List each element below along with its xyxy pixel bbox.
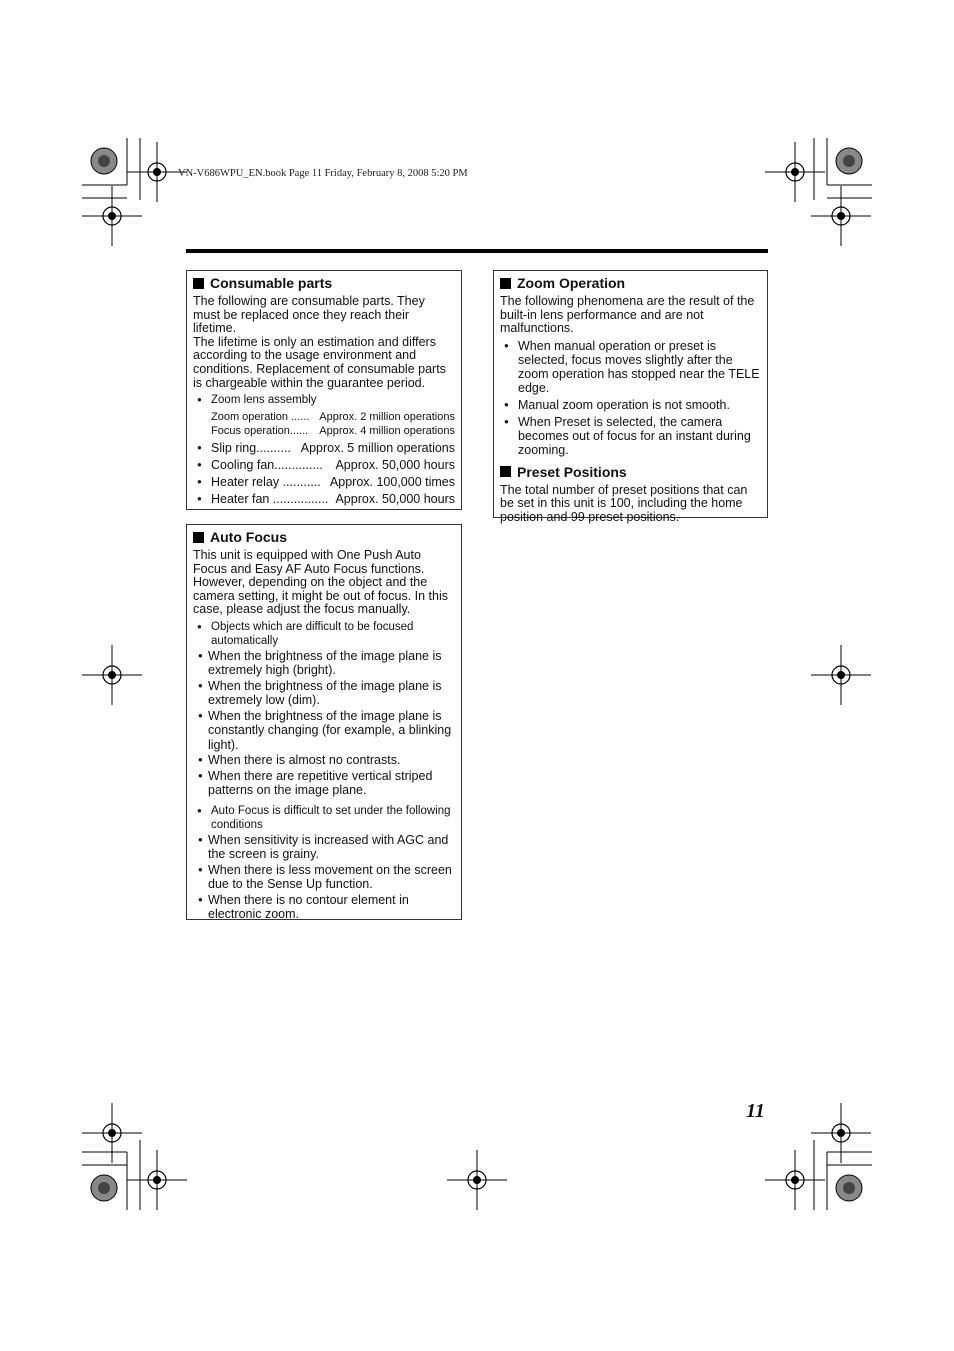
zoom-paragraph: The following phenomena are the result of the built-in lens performance and are not malfunctions. — [500, 294, 755, 336]
consumable-parts-title: Consumable parts — [210, 275, 333, 291]
preset-paragraph: The total number of preset positions that can be set in this unit is 100, including the home position and 99 preset positions. — [500, 482, 748, 524]
list-item — [193, 458, 455, 472]
spec-name: Zoom operation ...... — [211, 411, 310, 424]
consumable-parts-heading — [193, 274, 455, 292]
item-name: ● Heater relay ........... — [211, 475, 321, 490]
spec-row — [211, 410, 455, 424]
auto-focus-box — [186, 524, 462, 920]
sub-list-item: ● When there is no contour element in electronic zoom. — [198, 893, 455, 922]
item-value: Approx. 50,000 hours — [335, 458, 455, 473]
consumable-paragraph-2: The lifetime is only an estimation and differs according to the usage environment and conditions. Replacement of consumable parts is chargeable within the guarantee period. — [193, 334, 446, 390]
square-bullet-icon — [193, 278, 204, 289]
list-item — [193, 492, 455, 506]
consumable-list — [193, 393, 455, 506]
item-value: Approx. 5 million operations — [300, 441, 455, 456]
list-item: ● When Preset is selected, the camera becomes out of focus for an instant during zooming. — [500, 415, 761, 457]
auto-focus-list — [193, 620, 455, 922]
list-item-objects — [193, 620, 455, 798]
sub-list-item: ● When the brightness of the image plane is extremely high (bright). — [198, 649, 455, 678]
consumable-parts-box — [186, 270, 462, 510]
item-name: ● Slip ring.......... — [211, 441, 291, 456]
auto-focus-heading — [193, 528, 455, 546]
sub-list-item: ● When the brightness of the image plane is extremely low (dim). — [198, 679, 455, 708]
item-value: Approx. 50,000 hours — [335, 492, 455, 507]
page-number: 11 — [746, 1100, 765, 1122]
list-item-zoom-lens — [193, 393, 455, 438]
sub-list-item: ● When there is almost no contrasts. — [198, 753, 455, 768]
sub-list — [198, 833, 455, 922]
zoom-operation-title: Zoom Operation — [517, 275, 626, 291]
sub-list-item: ● When there are repetitive vertical striped patterns on the image plane. — [198, 769, 455, 798]
zoom-preset-box — [493, 270, 768, 524]
consumable-paragraph-1: The following are consumable parts. They must be replaced once they reach their lifetime. — [193, 294, 425, 336]
auto-focus-paragraph: This unit is equipped with One Push Auto Focus and Easy AF Auto Focus functions. However, depending on the object and the camera setting, it might be out of focus. In this case, please adjust the focus manually. — [193, 548, 448, 617]
list-item-conditions — [193, 804, 455, 922]
square-bullet-icon — [500, 466, 511, 477]
group-label: ● Auto Focus is difficult to set under the following conditions — [211, 804, 451, 831]
zoom-lens-ops — [211, 410, 455, 438]
sub-list-item: ● When the brightness of the image plane is constantly changing (for example, a blinking light). — [198, 709, 455, 753]
square-bullet-icon — [193, 532, 204, 543]
preset-positions-heading — [500, 463, 761, 481]
sub-list — [198, 649, 455, 798]
spec-row — [211, 424, 455, 438]
list-item: ● When manual operation or preset is selected, focus moves slightly after the zoom operation has stopped near the TELE edge. — [500, 339, 761, 395]
preset-positions-title: Preset Positions — [517, 463, 627, 480]
spec-name: Focus operation...... — [211, 425, 309, 438]
spec-value: Approx. 2 million operations — [319, 411, 455, 424]
print-header: VN-V686WPU_EN.book Page 11 Friday, February 8, 2008 5:20 PM — [178, 168, 468, 179]
zoom-list — [500, 339, 761, 457]
zoom-lens-label: ● Zoom lens assembly — [211, 394, 317, 407]
sub-list-item: ● When sensitivity is increased with AGC and the screen is grainy. — [198, 833, 455, 862]
item-value: Approx. 100,000 times — [329, 475, 455, 490]
item-name: ● Heater fan ................ — [211, 492, 329, 507]
item-name: ● Cooling fan.............. — [211, 458, 323, 473]
square-bullet-icon — [500, 278, 511, 289]
group-label: ● Objects which are difficult to be focused automatically — [211, 620, 414, 647]
spec-value: Approx. 4 million operations — [319, 425, 455, 438]
list-item: ● Manual zoom operation is not smooth. — [500, 398, 761, 412]
list-item — [193, 441, 455, 455]
auto-focus-title: Auto Focus — [210, 529, 287, 545]
zoom-operation-heading — [500, 274, 761, 292]
list-item — [193, 475, 455, 489]
top-rule — [186, 249, 768, 253]
sub-list-item: ● When there is less movement on the screen due to the Sense Up function. — [198, 863, 455, 892]
